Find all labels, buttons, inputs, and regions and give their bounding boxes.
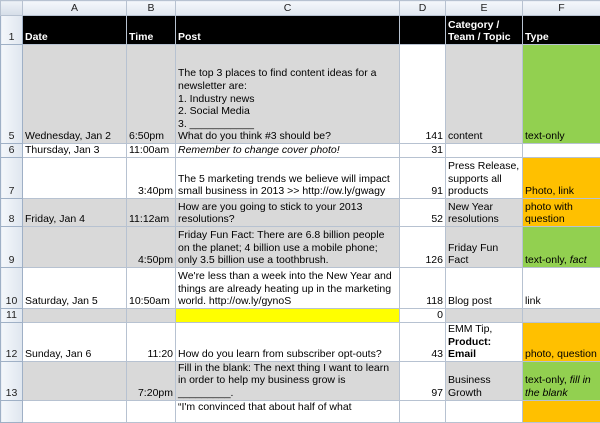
post-line: What do you think #3 should be?: [178, 130, 397, 143]
header-count[interactable]: [400, 16, 446, 45]
count-cell[interactable]: 0: [400, 309, 446, 323]
category-cell[interactable]: [446, 400, 523, 422]
row-number[interactable]: 10: [1, 268, 23, 309]
type-cell[interactable]: [523, 227, 600, 268]
post-line: 1. Industry news: [178, 93, 397, 106]
type-cell[interactable]: [523, 144, 600, 158]
category-cell[interactable]: Friday Fun Fact: [446, 227, 523, 268]
table-row: [1, 227, 600, 268]
type-cell[interactable]: [523, 309, 600, 323]
date-cell[interactable]: Friday, Jan 4: [23, 199, 127, 227]
category-cell[interactable]: content: [446, 45, 523, 144]
time-cell[interactable]: 10:50am: [127, 268, 176, 309]
category-cell[interactable]: [446, 323, 523, 362]
row-number[interactable]: 1: [1, 16, 23, 45]
count-cell[interactable]: 141: [400, 45, 446, 144]
count-cell[interactable]: 97: [400, 361, 446, 400]
column-header-d[interactable]: D: [400, 1, 446, 16]
count-cell[interactable]: 91: [400, 158, 446, 199]
type-cell[interactable]: photo with question: [523, 199, 600, 227]
count-cell[interactable]: 52: [400, 199, 446, 227]
count-cell[interactable]: [400, 400, 446, 422]
header-time[interactable]: Time: [127, 16, 176, 45]
date-cell[interactable]: Saturday, Jan 5: [23, 268, 127, 309]
header-row: [1, 16, 600, 45]
post-cell[interactable]: Remember to change cover photo!: [176, 144, 400, 158]
type-text-italic: fill in the blank: [525, 374, 591, 399]
row-number[interactable]: 5: [1, 45, 23, 144]
table-row: [1, 400, 600, 422]
time-cell[interactable]: 11:12am: [127, 199, 176, 227]
date-cell[interactable]: Thursday, Jan 3: [23, 144, 127, 158]
table-row: [1, 361, 600, 400]
column-header-a[interactable]: A: [23, 1, 127, 16]
type-cell[interactable]: [523, 361, 600, 400]
header-post[interactable]: Post: [176, 16, 400, 45]
table-row: [1, 144, 600, 158]
post-line: 3. ___________: [178, 118, 397, 131]
type-text: text-only,: [525, 374, 570, 386]
column-header-c[interactable]: C: [176, 1, 400, 16]
post-cell[interactable]: How do you learn from subscriber opt-outs?: [176, 323, 400, 362]
post-cell[interactable]: Friday Fun Fact: There are 6.8 billion people on the planet; 4 billion use a mobile phone; only 3.5 billion use a toothbrush.: [176, 227, 400, 268]
count-cell[interactable]: 43: [400, 323, 446, 362]
date-cell[interactable]: [23, 400, 127, 422]
category-text: EMM Tip,: [448, 323, 492, 335]
row-number[interactable]: 12: [1, 323, 23, 362]
table-row: [1, 309, 600, 323]
time-cell[interactable]: 7:20pm: [127, 361, 176, 400]
category-cell[interactable]: [446, 144, 523, 158]
type-text: text-only,: [525, 254, 570, 266]
time-cell[interactable]: [127, 400, 176, 422]
type-cell[interactable]: text-only: [523, 45, 600, 144]
date-cell[interactable]: [23, 158, 127, 199]
table-row: [1, 158, 600, 199]
column-header-row: [1, 1, 600, 16]
count-cell[interactable]: 31: [400, 144, 446, 158]
category-cell[interactable]: Business Growth: [446, 361, 523, 400]
time-cell[interactable]: 3:40pm: [127, 158, 176, 199]
header-date[interactable]: Date: [23, 16, 127, 45]
table-row: [1, 268, 600, 309]
row-number[interactable]: 11: [1, 309, 23, 323]
date-cell[interactable]: [23, 227, 127, 268]
row-number[interactable]: 7: [1, 158, 23, 199]
post-cell[interactable]: We're less than a week into the New Year and things are already heating up in the marketing world. http://ow.ly/gynoS: [176, 268, 400, 309]
time-cell[interactable]: 4:50pm: [127, 227, 176, 268]
select-all-corner[interactable]: [1, 1, 23, 16]
row-number[interactable]: [1, 400, 23, 422]
row-number[interactable]: 8: [1, 199, 23, 227]
column-header-f[interactable]: F: [523, 1, 600, 16]
header-category[interactable]: Category / Team / Topic: [446, 16, 523, 45]
post-cell[interactable]: Fill in the blank: The next thing I want to learn in order to help my business grow is _________.: [176, 361, 400, 400]
column-header-e[interactable]: E: [446, 1, 523, 16]
column-header-b[interactable]: B: [127, 1, 176, 16]
category-cell[interactable]: [446, 309, 523, 323]
post-cell[interactable]: [176, 45, 400, 144]
category-cell[interactable]: Press Release, supports all products: [446, 158, 523, 199]
date-cell[interactable]: [23, 309, 127, 323]
post-cell[interactable]: The 5 marketing trends we believe will impact small business in 2013 >> http://ow.ly/gwagy: [176, 158, 400, 199]
table-row: [1, 45, 600, 144]
time-cell[interactable]: 11:20: [127, 323, 176, 362]
row-number[interactable]: 9: [1, 227, 23, 268]
date-cell[interactable]: Sunday, Jan 6: [23, 323, 127, 362]
date-cell[interactable]: Wednesday, Jan 2: [23, 45, 127, 144]
date-cell[interactable]: [23, 361, 127, 400]
category-cell[interactable]: Blog post: [446, 268, 523, 309]
post-cell[interactable]: [176, 309, 400, 323]
time-cell[interactable]: 6:50pm: [127, 45, 176, 144]
type-cell[interactable]: [523, 400, 600, 422]
post-cell[interactable]: How are you going to stick to your 2013 resolutions?: [176, 199, 400, 227]
type-text-italic: fact: [570, 254, 587, 266]
count-cell[interactable]: 118: [400, 268, 446, 309]
count-cell[interactable]: 126: [400, 227, 446, 268]
time-cell[interactable]: [127, 309, 176, 323]
table-row: [1, 199, 600, 227]
post-line: 2. Social Media: [178, 105, 397, 118]
type-cell[interactable]: photo, question: [523, 323, 600, 362]
post-text: The top 3 places to find content ideas for a newsletter are:: [178, 67, 397, 92]
row-number[interactable]: 13: [1, 361, 23, 400]
category-text-bold: Product: Email: [448, 336, 491, 361]
category-cell[interactable]: New Year resolutions: [446, 199, 523, 227]
row-number[interactable]: 6: [1, 144, 23, 158]
type-cell[interactable]: Photo, link: [523, 158, 600, 199]
header-type[interactable]: Type: [523, 16, 600, 45]
time-cell[interactable]: 11:00am: [127, 144, 176, 158]
table-row: [1, 323, 600, 362]
type-cell[interactable]: link: [523, 268, 600, 309]
post-cell[interactable]: “I'm convinced that about half of what: [176, 400, 400, 422]
